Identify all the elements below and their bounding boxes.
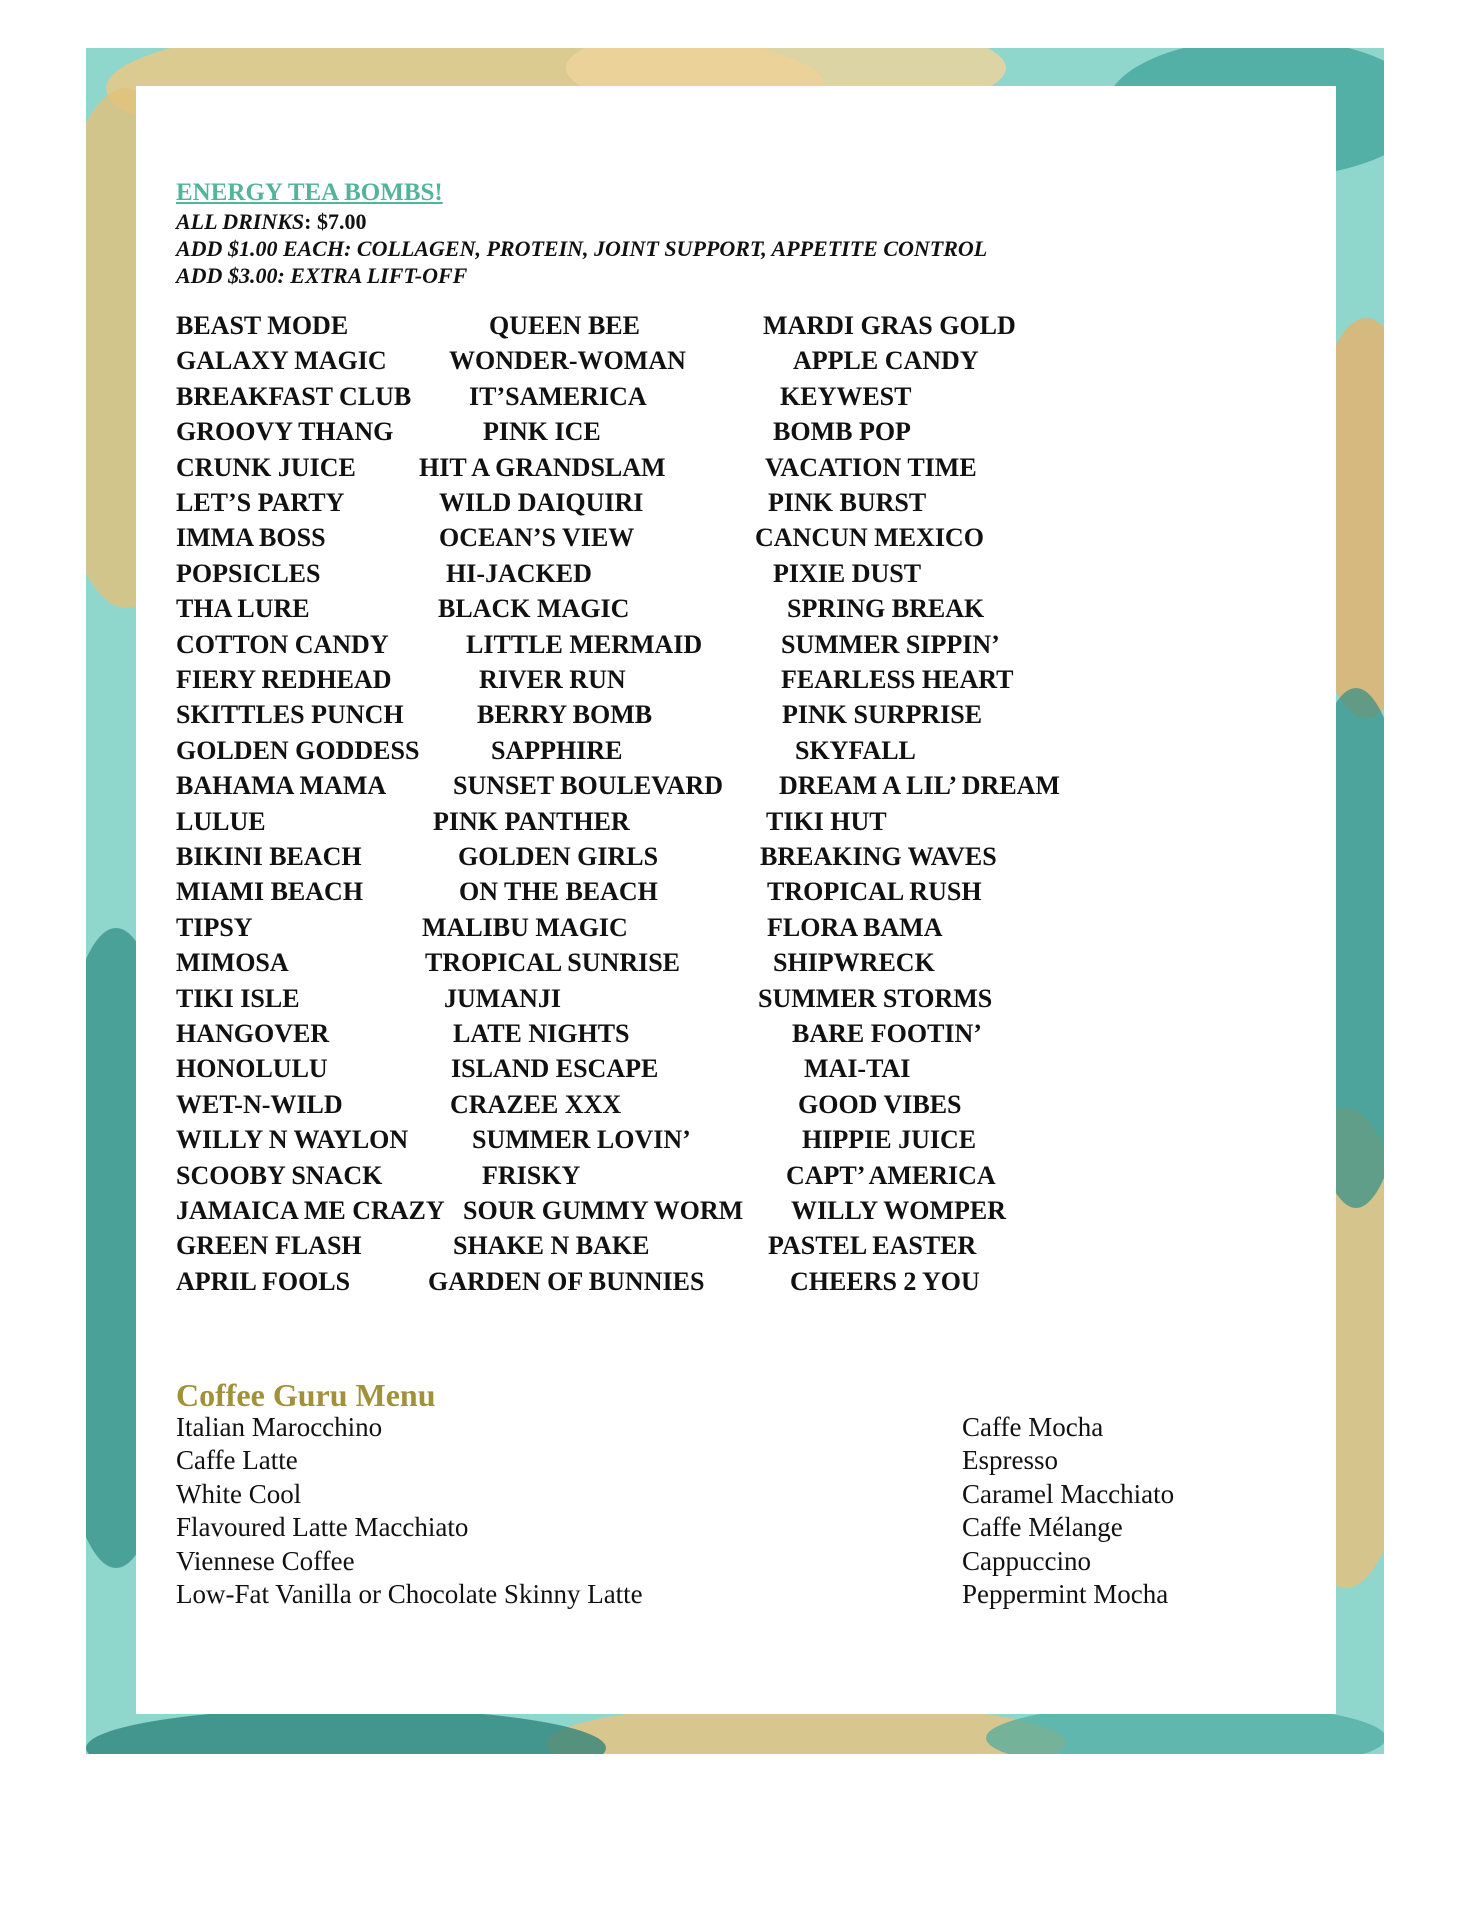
drink-item: SOUR GUMMY WORM <box>463 1196 744 1225</box>
drink-item: TROPICAL SUNRISE <box>425 948 681 978</box>
drink-item: PINK BURST <box>768 488 927 517</box>
coffee-item: Cappuccino <box>962 1545 1091 1576</box>
drink-item: POPSICLES <box>176 558 321 588</box>
drink-item: FIERY REDHEAD <box>176 665 392 694</box>
drink-item: BLACK MAGIC <box>438 594 630 624</box>
drink-item: VACATION TIME <box>765 452 977 482</box>
coffee-menu-title: Coffee Guru Menu <box>176 1377 436 1413</box>
coffee-item: Caramel Macchiato <box>962 1478 1175 1509</box>
energy-tea-bombs-title: ENERGY TEA BOMBS! <box>176 179 443 206</box>
drink-item: WILLY WOMPER <box>791 1196 1007 1225</box>
drink-item: OCEAN’S VIEW <box>439 523 635 553</box>
drink-item: SPRING BREAK <box>787 594 985 624</box>
drink-item: BREAKING WAVES <box>760 842 997 871</box>
drink-item: JUMANJI <box>444 983 561 1013</box>
drink-item: SKYFALL <box>795 735 916 765</box>
drink-item: GROOVY THANG <box>176 417 394 447</box>
drink-item: BAHAMA MAMA <box>176 771 387 801</box>
drink-item: IMMA BOSS <box>176 523 326 553</box>
drink-item: SUMMER SIPPIN’ <box>781 629 1000 659</box>
drink-item: WET-N-WILD <box>176 1089 343 1119</box>
drink-list <box>176 311 1306 1296</box>
drink-item: IT’SAMERICA <box>469 381 647 411</box>
drink-item: WILD DAIQUIRI <box>439 488 644 517</box>
all-drinks-label: ALL DRINKS <box>176 209 305 234</box>
drink-item: CAPT’ AMERICA <box>786 1160 996 1190</box>
drink-item: APPLE CANDY <box>793 346 979 376</box>
drink-item: KEYWEST <box>780 381 912 411</box>
drink-item: LITTLE MERMAID <box>466 629 703 659</box>
drink-item: CRUNK JUICE <box>176 452 356 482</box>
drink-item: FEARLESS HEART <box>781 665 1014 694</box>
drink-item: HIT A GRANDSLAM <box>419 452 666 482</box>
coffee-item: Flavoured Latte Macchiato <box>176 1512 469 1543</box>
drink-item: DREAM A LIL’ DREAM <box>779 771 1060 801</box>
drink-item: SUMMER LOVIN’ <box>472 1125 691 1155</box>
drink-item: MAI-TAI <box>804 1054 911 1084</box>
drink-item: BEAST MODE <box>176 311 349 340</box>
drink-item: JAMAICA ME CRAZY <box>176 1196 445 1225</box>
drink-item: WILLY N WAYLON <box>176 1125 409 1155</box>
drink-item: COTTON CANDY <box>176 629 389 659</box>
drink-item: FRISKY <box>482 1160 581 1190</box>
coffee-item: Viennese Coffee <box>176 1545 355 1576</box>
drink-item: SCOOBY SNACK <box>176 1160 383 1190</box>
menu-content <box>176 178 1306 1296</box>
drink-item: SAPPHIRE <box>491 735 623 765</box>
drink-item: SUMMER STORMS <box>758 983 993 1013</box>
add-ons-value: : COLLAGEN, PROTEIN, JOINT SUPPORT, APPETITE CONTROL <box>344 236 988 261</box>
coffee-item: White Cool <box>176 1478 302 1509</box>
extra-lift-off-line: ADD $3.00: EXTRA LIFT-OFF <box>176 263 468 288</box>
drink-item: GALAXY MAGIC <box>176 346 387 376</box>
all-drinks-price <box>176 208 1306 235</box>
drink-item: TROPICAL RUSH <box>767 877 982 907</box>
drink-item: QUEEN BEE <box>489 311 640 340</box>
drink-item: GOLDEN GODDESS <box>176 735 420 765</box>
coffee-item: Peppermint Mocha <box>962 1579 1169 1609</box>
drink-item: MARDI GRAS GOLD <box>763 311 1016 340</box>
drink-item: GARDEN OF BUNNIES <box>428 1266 705 1296</box>
drink-item: PINK SURPRISE <box>782 700 983 730</box>
drink-item: HONOLULU <box>176 1054 328 1084</box>
drink-item: BREAKFAST CLUB <box>176 381 412 411</box>
drink-item: BIKINI BEACH <box>176 842 362 871</box>
coffee-item: Italian Marocchino <box>176 1412 383 1442</box>
drink-item: LATE NIGHTS <box>453 1019 630 1048</box>
drink-item: TIPSY <box>176 912 253 942</box>
drink-item: SHAKE N BAKE <box>453 1231 650 1261</box>
drink-item: THA LURE <box>176 594 310 624</box>
drink-item: LULUE <box>176 806 266 836</box>
drink-item: ISLAND ESCAPE <box>451 1054 659 1084</box>
drink-item: HI-JACKED <box>446 558 592 588</box>
drink-item: CANCUN MEXICO <box>755 523 984 553</box>
drink-item: SKITTLES PUNCH <box>176 700 404 730</box>
drink-item: BARE FOOTIN’ <box>792 1019 982 1048</box>
drink-item: HIPPIE JUICE <box>802 1125 977 1155</box>
drink-item: GOOD VIBES <box>798 1089 962 1119</box>
drink-item: BOMB POP <box>773 417 911 447</box>
drink-item: HANGOVER <box>176 1019 330 1048</box>
coffee-item: Low-Fat Vanilla or Chocolate Skinny Latte <box>176 1579 643 1609</box>
drink-item: SUNSET BOULEVARD <box>453 771 723 801</box>
drink-item: CRAZEE XXX <box>450 1089 622 1119</box>
add-ons-line <box>176 235 1306 262</box>
drink-item: ON THE BEACH <box>459 877 658 907</box>
drink-item: PASTEL EASTER <box>768 1231 977 1261</box>
coffee-item: Espresso <box>962 1445 1058 1476</box>
coffee-item: Caffe Mocha <box>962 1412 1104 1442</box>
drink-item: MIAMI BEACH <box>176 877 364 907</box>
drink-item: TIKI ISLE <box>176 983 300 1013</box>
drink-item: PINK PANTHER <box>433 806 630 836</box>
drink-item: FLORA BAMA <box>767 912 943 942</box>
drink-item: SHIPWRECK <box>773 948 935 978</box>
drink-item: LET’S PARTY <box>176 488 345 517</box>
drink-item: TIKI HUT <box>766 806 887 836</box>
drink-item: MIMOSA <box>176 948 289 978</box>
drink-item: PINK ICE <box>483 417 601 447</box>
drink-item: WONDER-WOMAN <box>449 346 686 376</box>
drink-item: APRIL FOOLS <box>176 1266 351 1296</box>
drink-item: GREEN FLASH <box>176 1231 362 1261</box>
all-drinks-value: : $7.00 <box>304 209 367 234</box>
drink-item: GOLDEN GIRLS <box>458 842 659 871</box>
drink-item: CHEERS 2 YOU <box>790 1266 980 1296</box>
coffee-item: Caffe Latte <box>176 1445 298 1476</box>
add-ons-label: ADD $1.00 EACH <box>176 236 345 261</box>
drink-item: MALIBU MAGIC <box>422 912 628 942</box>
menu-sheet <box>136 86 1336 1714</box>
drink-item: PIXIE DUST <box>773 558 922 588</box>
coffee-item: Caffe Mélange <box>962 1512 1123 1543</box>
drink-item: BERRY BOMB <box>477 700 653 730</box>
drink-item: RIVER RUN <box>479 665 626 694</box>
